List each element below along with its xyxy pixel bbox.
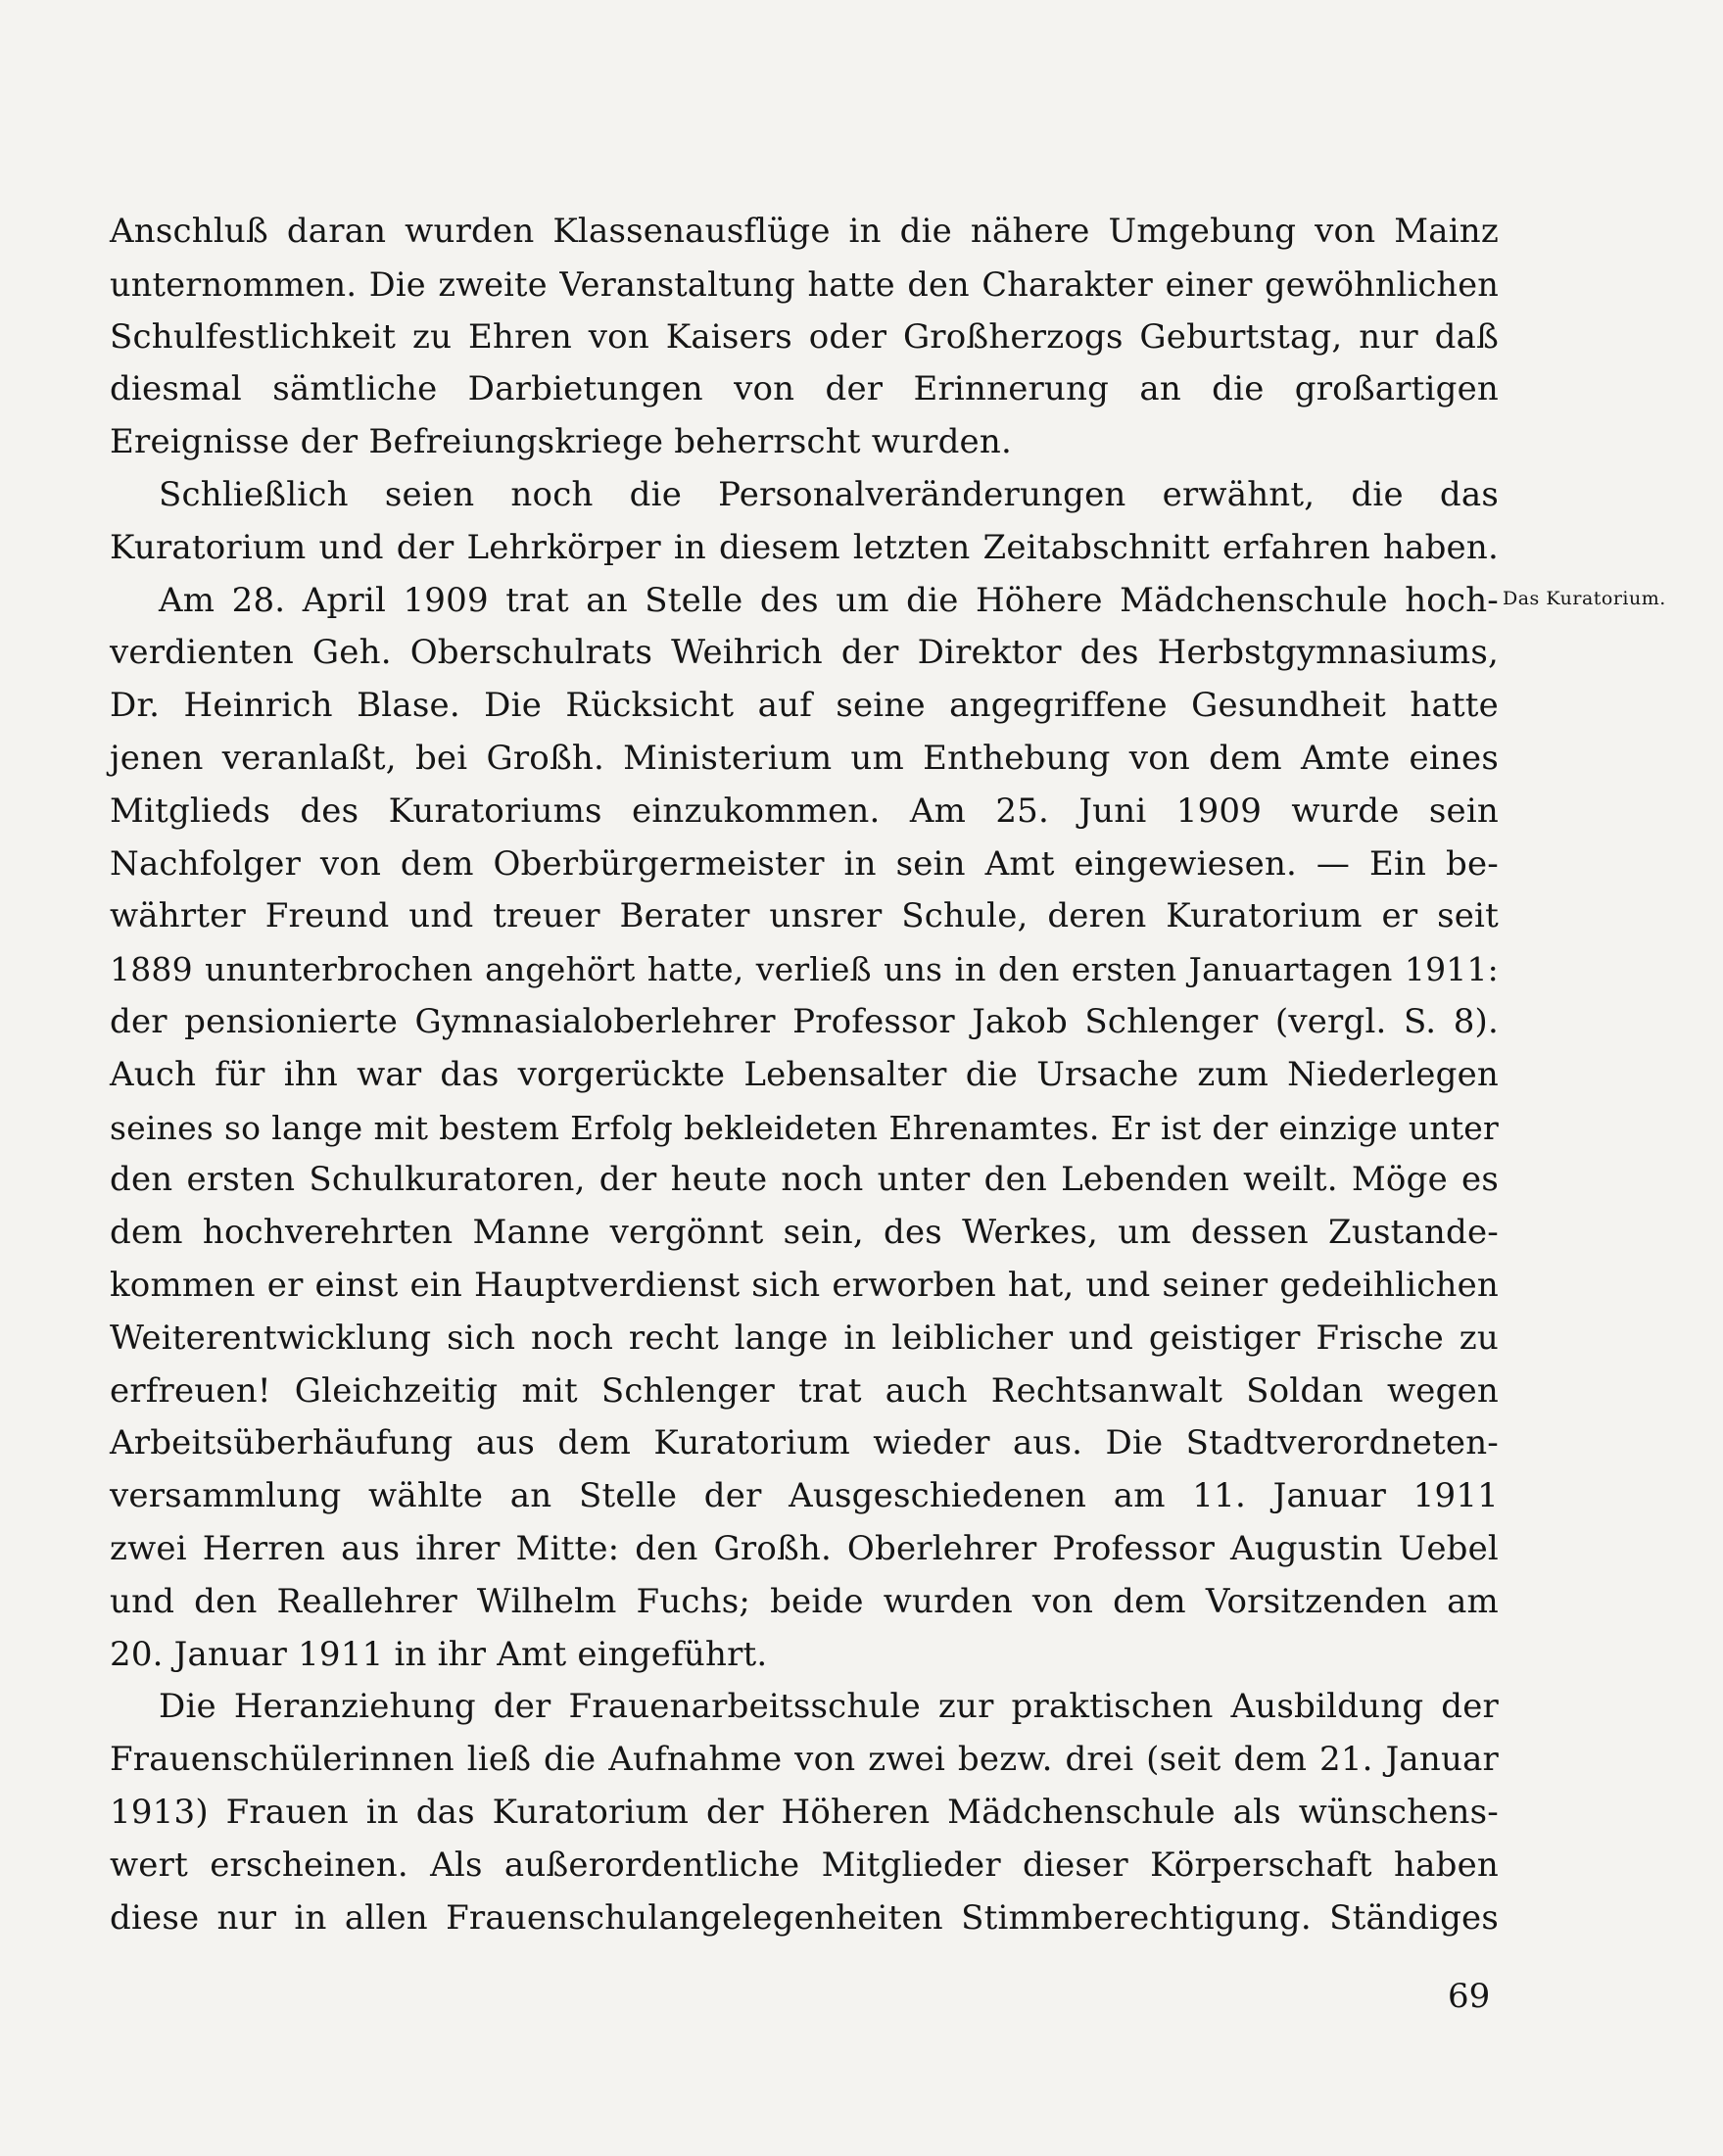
text-line: verdienten Geh. Oberschulrats Weihrich der Direktor des Herbstgymnasiums, (110, 633, 1499, 673)
text-line: diese nur in allen Frauenschulangelegenheiten Stimmberechtigung. Ständiges (110, 1897, 1499, 1938)
text-line: Arbeitsüberhäufung aus dem Kuratorium wieder aus. Die Stadtverordneten- (110, 1423, 1499, 1463)
text-line: und den Reallehrer Wilhelm Fuchs; beide wurden von dem Vorsitzenden am (110, 1581, 1499, 1621)
text-line: unternommen. Die zweite Veranstaltung hatte den Charakter einer gewöhnlichen (110, 264, 1499, 304)
text-line: Mitglieds des Kuratoriums einzukommen. Am 25. Juni 1909 wurde sein (110, 791, 1499, 831)
text-line: Nachfolger von dem Oberbürgermeister in sein Amt eingewiesen. — Ein be- (110, 843, 1499, 884)
margin-note: Das Kuratorium. (1503, 588, 1666, 609)
text-line: erfreuen! Gleichzeitig mit Schlenger trat auch Rechtsanwalt Soldan wegen (110, 1370, 1499, 1411)
page-number: 69 (1448, 1977, 1491, 2016)
text-line: Frauenschülerinnen ließ die Aufnahme von zwei bezw. drei (seit dem 21. Januar (110, 1740, 1499, 1780)
text-line: Die Heranziehung der Frauenarbeitsschule zur praktischen Ausbildung der (159, 1687, 1499, 1727)
text-line: dem hochverehrten Manne vergönnt sein, des Werkes, um dessen Zustande- (110, 1213, 1499, 1253)
text-line: 20. Januar 1911 in ihr Amt eingeführt. (110, 1634, 768, 1674)
text-line: Auch für ihn war das vorgerückte Lebensalter die Ursache zum Niederlegen (110, 1054, 1499, 1094)
text-line: zwei Herren aus ihrer Mitte: den Großh. Oberlehrer Professor Augustin Uebel (110, 1528, 1499, 1568)
text-line: Schließlich seien noch die Personalveränderungen erwähnt, die das (159, 474, 1499, 514)
text-line: Am 28. April 1909 trat an Stelle des um die Höhere Mädchenschule hoch- (159, 580, 1499, 620)
text-line: der pensionierte Gymnasialoberlehrer Professor Jakob Schlenger (vergl. S. 8). (110, 1001, 1499, 1041)
text-line: währter Freund und treuer Berater unsrer Schule, deren Kuratorium er seit (110, 896, 1499, 936)
text-line: jenen veranlaßt, bei Großh. Ministerium um Enthebung von dem Amte eines (110, 738, 1499, 778)
text-line: seines so lange mit bestem Erfolg bekleideten Ehrenamtes. Er ist der einzige unter (110, 1108, 1499, 1147)
text-line: den ersten Schulkuratoren, der heute noch unter den Lebenden weilt. Möge es (110, 1160, 1499, 1200)
text-line: 1913) Frauen in das Kuratorium der Höheren Mädchenschule als wünschens- (110, 1792, 1499, 1832)
text-line: Ereignisse der Befreiungskriege beherrscht wurden. (110, 422, 1012, 462)
text-line: Schulfestlichkeit zu Ehren von Kaisers oder Großherzogs Geburtstag, nur daß (110, 316, 1499, 357)
text-line: Weiterentwicklung sich noch recht lange in leiblicher und geistiger Frische zu (110, 1318, 1499, 1358)
body-text (110, 206, 1499, 1944)
text-line: kommen er einst ein Hauptverdienst sich erworben hat, und seiner gedeihlichen (110, 1265, 1499, 1305)
text-line: wert erscheinen. Als außerordentliche Mitglieder dieser Körperschaft haben (110, 1845, 1499, 1885)
text-line: Anschluß daran wurden Klassenausflüge in die nähere Umgebung von Mainz (110, 212, 1499, 251)
text-line: diesmal sämtliche Darbietungen von der Erinnerung an die großartigen (110, 369, 1499, 409)
text-line: Kuratorium und der Lehrkörper in diesem letzten Zeitabschnitt erfahren haben. (110, 527, 1499, 567)
text-line: Dr. Heinrich Blase. Die Rücksicht auf seine angegriffene Gesundheit hatte (110, 686, 1499, 726)
text-line: versammlung wählte an Stelle der Ausgeschiedenen am 11. Januar 1911 (110, 1476, 1499, 1516)
text-line: 1889 ununterbrochen angehört hatte, verließ uns in den ersten Januartagen 1911: (110, 950, 1499, 989)
